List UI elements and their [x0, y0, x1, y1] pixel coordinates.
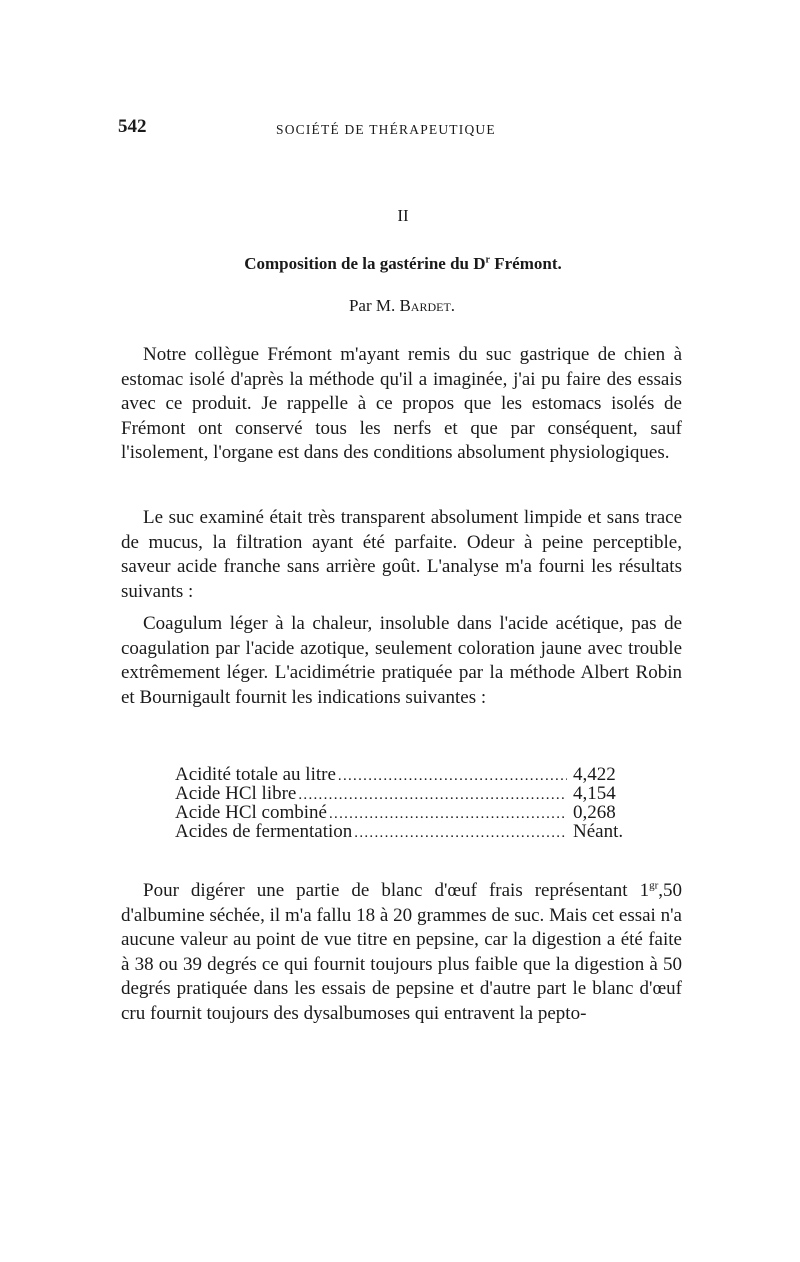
page-number: 542 — [118, 116, 147, 137]
paragraph-4-text-end: ,50 d'albumine séchée, il m'a fallu 18 à 20 grammes de suc. Mais cet essai n'a aucune valeur au point de vue titre en pepsine, car la digestion a été faite à 38 ou 39 degrés ce qui fournit toujours plus faible que la digestion à 50 degrés pratiquée dans les essais de pepsine et d'autre part le blanc d'œuf cru fournit toujours des dysalbumoses qui entravent la pepto- — [121, 880, 682, 1024]
article-title-superscript: r — [485, 254, 490, 266]
dot-leader — [354, 824, 567, 843]
paragraph-3: Coagulum léger à la chaleur, insoluble dans l'acide acétique, pas de coagulation par l'acide azotique, seulement coloration jaune avec trouble extrêmement léger. L'acidimétrie pratiquée par la méthode Albert Robin et Bournigault fournit les indications suivantes : — [121, 613, 682, 708]
paragraph-2: Le suc examiné était très transparent absolument limpide et sans trace de mucus, la filtration ayant été parfaite. Odeur à peine perceptible, saveur acide franche sans arrière goût. L'analyse m'a fourni les résultats suivants : — [121, 507, 682, 602]
article-title — [0, 254, 800, 274]
byline — [0, 296, 800, 316]
dot-leader — [329, 805, 567, 824]
gram-abbreviation: gr — [649, 879, 659, 892]
dot-leader — [338, 767, 567, 786]
table-row — [175, 765, 635, 784]
article-title-text-end: Frémont. — [490, 254, 562, 273]
table-row-label: Acide HCl combiné — [175, 802, 327, 823]
section-number: II — [397, 206, 409, 225]
byline-prefix: Par M. — [348, 296, 400, 315]
table-row-label: Acides de fermentation — [175, 821, 353, 842]
paragraph-4-text-start: Pour digérer une partie de blanc d'œuf frais représentant 1 — [143, 880, 650, 901]
table-row-value: Néant. — [573, 821, 624, 842]
running-head-title: SOCIÉTÉ DE THÉRAPEUTIQUE — [276, 122, 496, 137]
article-title-text: Composition de la gastérine du D — [244, 254, 486, 273]
table-row-value: 4,154 — [573, 783, 616, 804]
paragraph-1: Notre collègue Frémont m'ayant remis du suc gastrique de chien à estomac isolé d'après la méthode qu'il a imaginée, j'ai pu faire des essais avec ce produit. Je rappelle à ce propos que les estomacs isolés de Frémont ont conservé tous les nerfs et que par conséquent, sauf l'isolement, l'organe est dans des conditions absolument physiologiques. — [121, 344, 682, 463]
table-row — [175, 784, 635, 803]
acidity-table — [175, 765, 635, 841]
table-row-value: 4,422 — [573, 764, 616, 785]
table-row — [175, 822, 635, 841]
table-row-label: Acide HCl libre — [175, 783, 297, 804]
byline-author: Bardet. — [399, 296, 456, 315]
dot-leader — [298, 786, 567, 805]
table-row — [175, 803, 635, 822]
table-row-label: Acidité totale au litre — [175, 764, 336, 785]
paragraph-4 — [121, 879, 682, 1026]
table-row-value: 0,268 — [573, 802, 616, 823]
